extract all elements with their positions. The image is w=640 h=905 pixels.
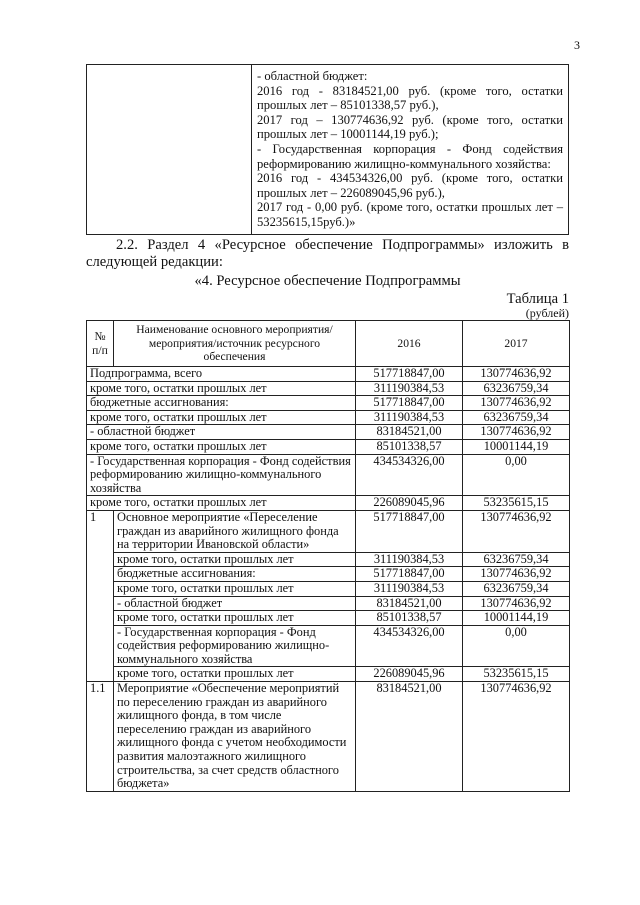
budget-line: 2016 год - 434534326,00 руб. (кроме того, остатки прошлых лет – 226089045,96 руб.), — [257, 171, 563, 200]
value-2016: 85101338,57 — [356, 611, 463, 626]
value-2016: 83184521,00 — [356, 596, 463, 611]
value-2016: 311190384,53 — [356, 581, 463, 596]
header-2017: 2017 — [463, 321, 570, 367]
row-name: Мероприятие «Обеспечение мероприятий по переселению граждан из аварийного жилищного фонда, в том числе переселению граждан из аварийного жилищного фонда с учетом необходимости развития малоэтажного жилищного строительства, за счет средств областного бюджета» — [114, 682, 356, 792]
table-row — [87, 682, 570, 792]
value-2016: 434534326,00 — [356, 454, 463, 496]
table-row — [87, 567, 570, 582]
header-2016: 2016 — [356, 321, 463, 367]
table-row — [87, 552, 570, 567]
budget-line: - областной бюджет: — [257, 69, 368, 83]
value-2016: 311190384,53 — [356, 552, 463, 567]
value-2016: 83184521,00 — [356, 682, 463, 792]
section-heading: «4. Ресурсное обеспечение Подпрограммы — [194, 273, 461, 289]
table-row — [87, 381, 570, 396]
row-number: 1 — [87, 510, 114, 681]
value-2017: 130774636,92 — [463, 367, 570, 382]
value-2016: 517718847,00 — [356, 567, 463, 582]
value-2017: 130774636,92 — [463, 567, 570, 582]
table-row — [87, 367, 570, 382]
row-name: кроме того, остатки прошлых лет — [114, 581, 356, 596]
row-name: кроме того, остатки прошлых лет — [114, 667, 356, 682]
table-row — [87, 596, 570, 611]
value-2017: 130774636,92 — [463, 396, 570, 411]
header-num: № п/п — [87, 321, 114, 367]
table-row — [87, 496, 570, 511]
budget-line: 2017 год - 0,00 руб. (кроме того, остатки прошлых лет – 53235615,15руб.)» — [257, 200, 563, 229]
value-2017: 130774636,92 — [463, 510, 570, 552]
row-name: кроме того, остатки прошлых лет — [87, 410, 356, 425]
resource-table — [86, 320, 570, 792]
value-2017: 10001144,19 — [463, 439, 570, 454]
row-number: 1.1 — [87, 682, 114, 792]
table-row — [87, 611, 570, 626]
value-2016: 226089045,96 — [356, 496, 463, 511]
table-row — [87, 439, 570, 454]
value-2017: 0,00 — [463, 625, 570, 667]
row-name: кроме того, остатки прошлых лет — [114, 611, 356, 626]
row-name: кроме того, остатки прошлых лет — [87, 439, 356, 454]
value-2017: 0,00 — [463, 454, 570, 496]
budget-continuation-table — [86, 64, 569, 235]
value-2016: 311190384,53 — [356, 381, 463, 396]
table-row — [87, 396, 570, 411]
page-number: 3 — [574, 38, 580, 52]
row-name: - областной бюджет — [114, 596, 356, 611]
row-name: - Государственная корпорация - Фонд содействия реформированию жилищно-коммунального хозяйства — [114, 625, 356, 667]
row-name: кроме того, остатки прошлых лет — [87, 496, 356, 511]
budget-line: - Государственная корпорация - Фонд содействия реформированию жилищно-коммунального хозяйства: — [257, 141, 563, 171]
empty-cell — [87, 65, 252, 235]
section-amendment-text: 2.2. Раздел 4 «Ресурсное обеспечение Подпрограммы» изложить в следующей редакции: — [86, 237, 569, 270]
value-2017: 63236759,34 — [463, 410, 570, 425]
row-name: - областной бюджет — [87, 425, 356, 440]
table-row — [87, 510, 570, 552]
value-2017: 63236759,34 — [463, 581, 570, 596]
table-row — [87, 425, 570, 440]
table-row — [87, 454, 570, 496]
budget-line: 2017 год – 130774636,92 руб. (кроме того, остатки прошлых лет – 10001144,19 руб.); — [257, 112, 563, 142]
value-2016: 226089045,96 — [356, 667, 463, 682]
value-2017: 10001144,19 — [463, 611, 570, 626]
value-2017: 130774636,92 — [463, 425, 570, 440]
table-label: Таблица 1 — [506, 291, 569, 307]
table-row — [87, 581, 570, 596]
value-2016: 311190384,53 — [356, 410, 463, 425]
value-2016: 83184521,00 — [356, 425, 463, 440]
value-2016: 517718847,00 — [356, 367, 463, 382]
row-name: бюджетные ассигнования: — [114, 567, 356, 582]
budget-sources-cell — [252, 65, 569, 235]
row-name: - Государственная корпорация - Фонд содействия реформированию жилищно-коммунального хозяйства — [87, 454, 356, 496]
unit-label: (рублей) — [525, 306, 569, 320]
value-2016: 517718847,00 — [356, 510, 463, 552]
value-2016: 85101338,57 — [356, 439, 463, 454]
value-2017: 53235615,15 — [463, 667, 570, 682]
row-name: кроме того, остатки прошлых лет — [87, 381, 356, 396]
row-name: Основное мероприятие «Переселение граждан из аварийного жилищного фонда на территории Ивановской области» — [114, 510, 356, 552]
table-body — [87, 367, 570, 792]
table-row — [87, 410, 570, 425]
row-name: кроме того, остатки прошлых лет — [114, 552, 356, 567]
budget-line: 2016 год - 83184521,00 руб. (кроме того, остатки прошлых лет – 85101338,57 руб.), — [257, 83, 563, 113]
value-2016: 434534326,00 — [356, 625, 463, 667]
row-name: Подпрограмма, всего — [87, 367, 356, 382]
value-2017: 130774636,92 — [463, 596, 570, 611]
table-row — [87, 667, 570, 682]
value-2017: 53235615,15 — [463, 496, 570, 511]
value-2017: 63236759,34 — [463, 552, 570, 567]
header-name: Наименование основного мероприятия/мероприятия/источник ресурсного обеспечения — [114, 321, 356, 367]
table-row — [87, 625, 570, 667]
value-2017: 63236759,34 — [463, 381, 570, 396]
row-name: бюджетные ассигнования: — [87, 396, 356, 411]
value-2016: 517718847,00 — [356, 396, 463, 411]
value-2017: 130774636,92 — [463, 682, 570, 792]
